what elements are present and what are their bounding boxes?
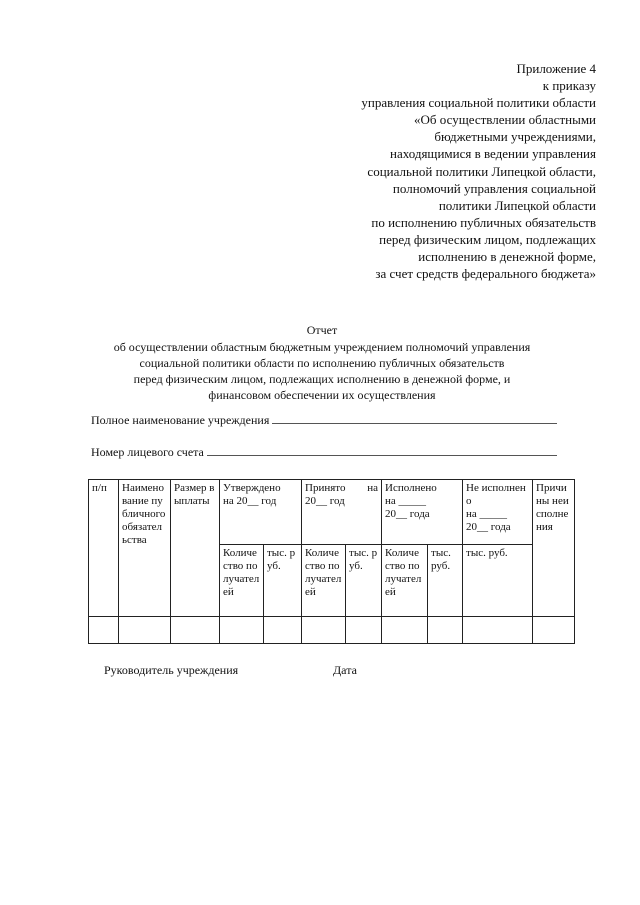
appendix-line: по исполнению публичных обязательств	[371, 214, 596, 230]
header-cell-not-executed	[463, 480, 533, 545]
approved-label: Утверждено	[223, 482, 281, 494]
appendix-line: политики Липецкой области	[438, 197, 596, 213]
appendix-line: бюджетными учреждениями,	[434, 129, 596, 145]
not-executed-label: Не исполнено	[466, 482, 526, 507]
subheader-amount: тыс. руб.	[264, 545, 302, 617]
header-cell-num: п/п	[89, 480, 119, 617]
table-cell[interactable]	[302, 617, 346, 644]
header-cell-size: Размер выплаты	[171, 480, 220, 617]
appendix-line: исполнению в денежной форме,	[418, 249, 596, 265]
accepted-year: 20__ год	[305, 495, 345, 507]
subheader-count: Количество получателей	[382, 545, 428, 617]
not-executed-year: 20__ года	[466, 521, 511, 533]
table-row	[89, 617, 575, 644]
institution-name-label: Полное наименование учреждения	[91, 413, 270, 427]
table-cell[interactable]	[171, 617, 220, 644]
approved-year: на 20__ год	[223, 495, 277, 507]
signature-date-label: Дата	[333, 663, 357, 677]
appendix-line: перед физическим лицом, подлежащих	[379, 231, 596, 247]
header-cell-executed	[382, 480, 463, 545]
appendix-line: социальной политики Липецкой области,	[367, 163, 596, 179]
report-title-word: Отчет	[306, 323, 338, 337]
executed-label: Исполнено	[385, 482, 437, 494]
appendix-line: полномочий управления социальной	[392, 180, 596, 196]
table-cell[interactable]	[220, 617, 264, 644]
table-cell[interactable]	[463, 617, 533, 644]
table-cell[interactable]	[428, 617, 463, 644]
appendix-line: Приложение 4	[516, 61, 596, 76]
header-cell-reasons: Причины неисполнения	[533, 480, 575, 617]
institution-name-field	[91, 412, 557, 428]
table-cell[interactable]	[89, 617, 119, 644]
appendix-line: находящимися в ведении управления	[389, 146, 596, 162]
account-number-label: Номер лицевого счета	[91, 445, 204, 459]
executed-year: 20__ года	[385, 508, 430, 520]
executed-on: на _____	[385, 495, 427, 507]
subheader-count: Количество получателей	[302, 545, 346, 617]
not-executed-on: на _____	[466, 508, 508, 520]
signature-head-label: Руководитель учреждения	[104, 663, 239, 677]
subheader-count: Количество получателей	[220, 545, 264, 617]
table-cell[interactable]	[382, 617, 428, 644]
table-cell[interactable]	[119, 617, 171, 644]
report-title-line: перед физическим лицом, подлежащих исполнению в денежной форме, и	[133, 372, 511, 386]
header-cell-accepted	[302, 480, 382, 545]
appendix-line: за счет средств федерального бюджета»	[375, 266, 596, 282]
report-title-line: об осуществлении областным бюджетным учреждением полномочий управления	[113, 340, 531, 354]
institution-name-blank[interactable]	[272, 412, 557, 424]
table-cell[interactable]	[264, 617, 302, 644]
appendix-line: к приказу	[542, 78, 596, 94]
accepted-on: на	[367, 482, 379, 494]
subheader-amount: тыс. руб.	[463, 545, 533, 617]
subheader-amount: тыс. руб.	[428, 545, 463, 617]
appendix-line: «Об осуществлении областными	[414, 112, 596, 128]
subheader-amount: тыс. руб.	[346, 545, 382, 617]
report-title	[60, 322, 584, 403]
report-title-line: финансовом обеспечении их осуществления	[208, 388, 436, 402]
table-cell[interactable]	[533, 617, 575, 644]
header-cell-name: Наименование публичного обязательства	[119, 480, 171, 617]
account-number-field	[91, 444, 557, 460]
appendix-line: управления социальной политики области	[361, 95, 596, 111]
header-cell-approved	[220, 480, 302, 545]
report-title-line: социальной политики области по исполнению публичных обязательств	[139, 356, 505, 370]
report-table	[88, 479, 575, 644]
account-number-blank[interactable]	[207, 444, 557, 456]
accepted-label: Принято	[305, 482, 346, 494]
appendix-block	[296, 60, 596, 282]
table-cell[interactable]	[346, 617, 382, 644]
